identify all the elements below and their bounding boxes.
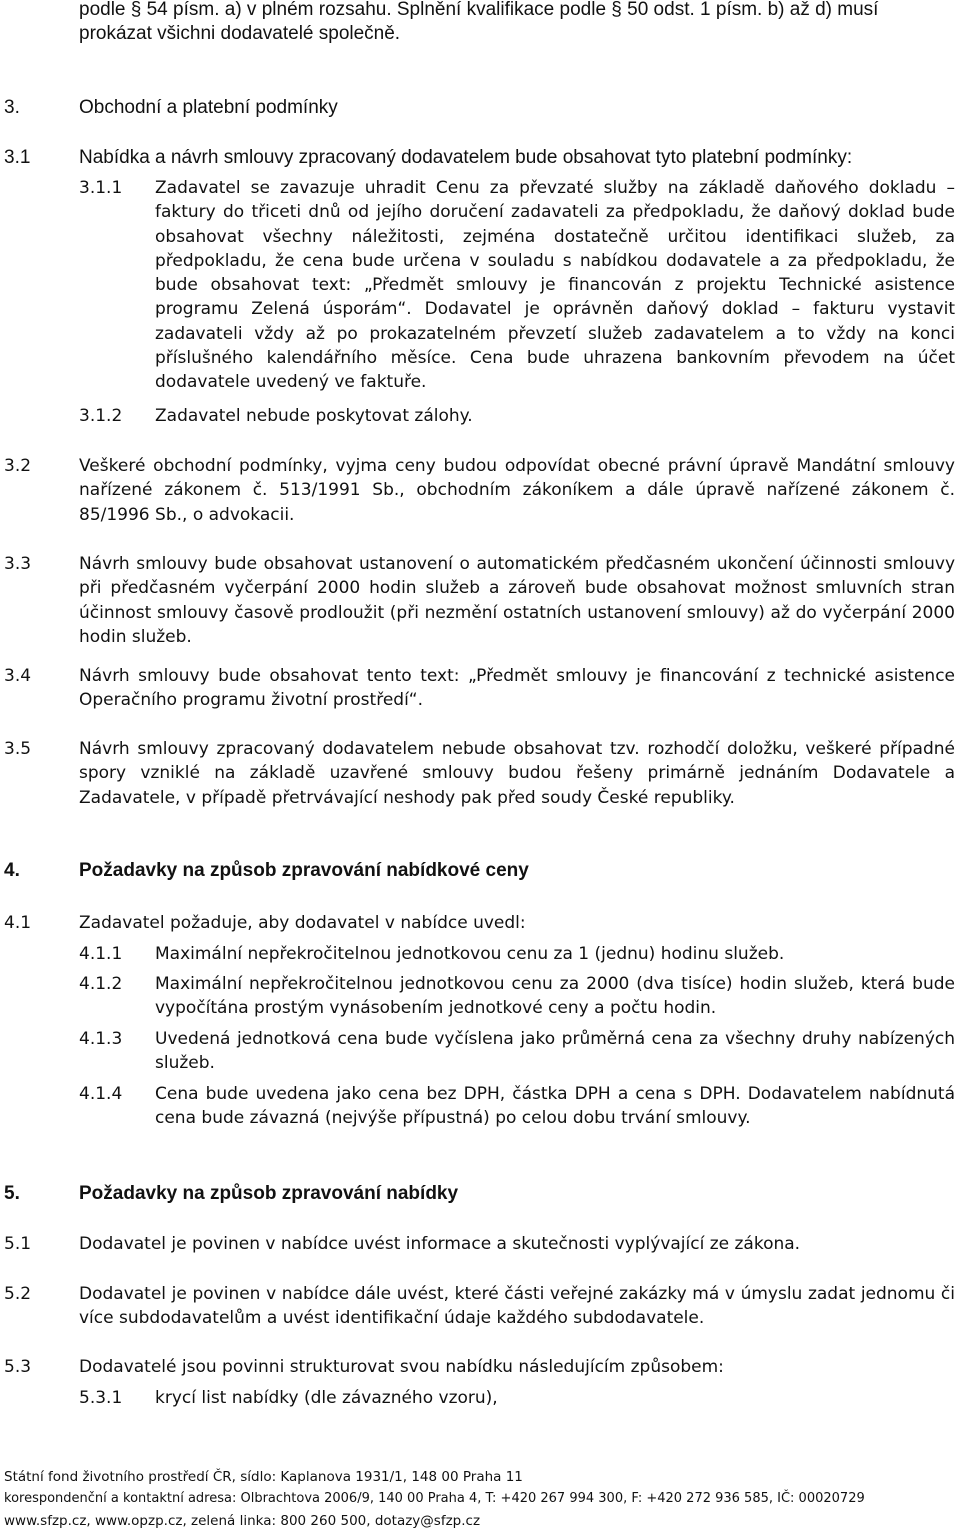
clause-3-1-number: 3.1	[4, 147, 31, 168]
intro-line-2: prokázat všichni dodavatelé společně.	[79, 23, 401, 44]
clause-5-2-number: 5.2	[4, 1284, 32, 1304]
clause-3-2	[4, 454, 955, 527]
clause-3-1-1	[79, 176, 955, 395]
clause-5-1-text: Dodavatel je povinen v nabídce uvést informace a skutečnosti vyplývající ze zákona.	[79, 1234, 801, 1254]
clause-4-1-2-number: 4.1.2	[79, 974, 123, 994]
clause-4-1-3-number: 4.1.3	[79, 1029, 123, 1049]
clause-4-1-2	[79, 972, 955, 1021]
clause-4-1-4	[79, 1082, 955, 1131]
intro-line-1: podle § 54 písm. a) v plném rozsahu. Splnění kvalifikace podle § 50 odst. 1 písm. b) až d) musí	[79, 0, 879, 20]
section-5-number: 5.	[4, 1183, 20, 1204]
section-5-title: Požadavky na způsob zpravování nabídky	[79, 1183, 459, 1204]
clause-3-1-2-number: 3.1.2	[79, 406, 123, 426]
clause-3-4	[4, 664, 955, 713]
clause-4-1-1	[79, 942, 955, 966]
clause-4-1-1-text: Maximální nepřekročitelnou jednotkovou cenu za 1 (jednu) hodinu služeb.	[155, 944, 785, 964]
clause-3-4-number: 3.4	[4, 666, 32, 686]
clause-5-2	[4, 1282, 955, 1331]
clause-3-3	[4, 552, 955, 649]
clause-5-3-text: Dodavatelé jsou povinni strukturovat svou nabídku následujícím způsobem:	[79, 1357, 724, 1377]
clause-3-1-2-text: Zadavatel nebude poskytovat zálohy.	[155, 406, 473, 426]
clause-3-5	[4, 737, 955, 810]
clause-5-3-1-text: krycí list nabídky (dle závazného vzoru),	[155, 1388, 498, 1408]
clause-5-3-1	[79, 1386, 955, 1410]
clause-3-2-number: 3.2	[4, 456, 32, 476]
clause-3-3-number: 3.3	[4, 554, 32, 574]
footer-line-2: korespondenční a kontaktní adresa: Olbrachtova 2006/9, 140 00 Praha 4, T: +420 267 994 300, F: +420 272 936 585, IČ: 00020729	[4, 1491, 865, 1506]
clause-5-2-text: Dodavatel je povinen v nabídce dále uvést, které části veřejné zakázky má v úmyslu zadat jednomu či více subdodavatelům a uvést identifikační údaje každého subdodavatele.	[79, 1284, 955, 1329]
footer-line-1: Státní fond životního prostředí ČR, sídlo: Kaplanova 1931/1, 148 00 Praha 11	[4, 1469, 523, 1485]
clause-5-1	[4, 1232, 955, 1256]
clause-4-1-3-text: Uvedená jednotková cena bude vyčíslena jako průměrná cena za všechny druhy nabízených služeb.	[155, 1029, 955, 1074]
clause-4-1-3	[79, 1027, 955, 1076]
clause-3-1-2	[79, 404, 955, 428]
clause-5-3-1-number: 5.3.1	[79, 1388, 123, 1408]
clause-4-1	[4, 911, 955, 935]
clause-4-1-number: 4.1	[4, 913, 32, 933]
clause-3-1-1-number: 3.1.1	[79, 178, 123, 198]
section-3-title: Obchodní a platební podmínky	[79, 97, 338, 118]
clause-4-1-text: Zadavatel požaduje, aby dodavatel v nabídce uvedl:	[79, 913, 526, 933]
clause-4-1-4-number: 4.1.4	[79, 1084, 123, 1104]
clause-5-3	[4, 1355, 955, 1379]
clause-5-3-number: 5.3	[4, 1357, 32, 1377]
clause-3-2-text: Veškeré obchodní podmínky, vyjma ceny budou odpovídat obecné právní úpravě Mandátní smlouvy nařízené zákonem č. 513/1991 Sb., obchodním zákoníkem a dále úpravě nařízené zákonem č. 85/1996 Sb., o advokacii.	[79, 456, 955, 525]
clause-3-3-text: Návrh smlouvy bude obsahovat ustanovení o automatickém předčasném ukončení účinnosti smlouvy při předčasném vyčerpání 2000 hodin služeb a zároveň bude obsahovat možnost smluvních stran účinnost smlouvy časově prodloužit (při nezmění ostatních ustanovení smlouvy) až do vyčerpání 2000 hodin služeb.	[79, 554, 955, 647]
clause-3-5-text: Návrh smlouvy zpracovaný dodavatelem nebude obsahovat tzv. rozhodčí doložku, veškeré případné spory vzniklé na základě uzavřené smlouvy budou řešeny primárně jednáním Dodavatele a Zadavatele, v případě přetrvávající neshody pak před soudy České republiky.	[79, 739, 955, 808]
clause-3-4-text: Návrh smlouvy bude obsahovat tento text: „Předmět smlouvy je financování z technické asistence Operačního programu životní prostředí“.	[79, 666, 955, 711]
clause-4-1-2-text: Maximální nepřekročitelnou jednotkovou cenu za 2000 (dva tisíce) hodin služeb, která bude vypočítána prostým vynásobením jednotkové ceny a počtu hodin.	[155, 974, 955, 1019]
section-3-number: 3.	[4, 97, 20, 118]
footer-line-3: www.sfzp.cz, www.opzp.cz, zelená linka: 800 260 500, dotazy@sfzp.cz	[4, 1513, 481, 1529]
clause-3-5-number: 3.5	[4, 739, 32, 759]
clause-4-1-4-text: Cena bude uvedena jako cena bez DPH, částka DPH a cena s DPH. Dodavatelem nabídnutá cena bude závazná (nejvýše přípustná) po celou dobu trvání smlouvy.	[155, 1084, 955, 1129]
clause-3-1-text: Nabídka a návrh smlouvy zpracovaný dodavatelem bude obsahovat tyto platební podmínky:	[79, 147, 853, 168]
clause-3-1-1-text: Zadavatel se zavazuje uhradit Cenu za převzaté služby na základě daňového dokladu – faktury do třiceti dnů od jejího doručení zadavateli za předpokladu, že daňový doklad bude obsahovat všechny náležitosti, zejména dostatečně určitou identifikaci služeb, za předpokladu, že cena bude určena v souladu s nabídkou dodavatele a za předpokladu, že bude obsahovat text: „Předmět smlouvy je financován z projektu Technické asistence programu Zelená úsporám“. Dodavatel je oprávněn daňový doklad – fakturu vystavit zadavateli vždy až po prokazatelném převzetí služeb zadavatelem a to vždy na konci příslušného kalendářního měsíce. Cena bude uhrazena bankovním převodem na účet dodavatele uvedený ve faktuře.	[155, 178, 955, 393]
section-4-number: 4.	[4, 860, 20, 881]
clause-4-1-1-number: 4.1.1	[79, 944, 123, 964]
section-4-title: Požadavky na způsob zpravování nabídkové ceny	[79, 860, 529, 881]
clause-5-1-number: 5.1	[4, 1234, 32, 1254]
